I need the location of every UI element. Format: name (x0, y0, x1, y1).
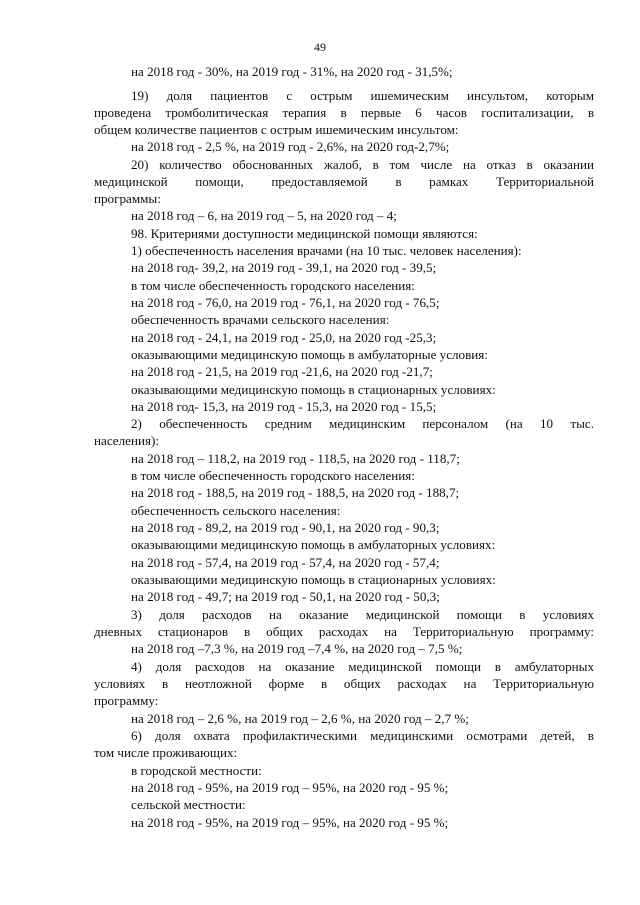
text-line: оказывающими медицинскую помощь в амбулаторных условиях: (131, 537, 496, 552)
text-line: проведена тромболитическая терапия в первые 6 часов госпитализации, в (94, 105, 594, 120)
text-line: 6) доля охвата профилактическими медицинскими осмотрами детей, в (131, 728, 594, 743)
text-line: оказывающими медицинскую помощь в амбулаторные условия: (131, 347, 488, 362)
text-line: обеспеченность сельского населения: (131, 503, 341, 518)
text-line: оказывающими медицинскую помощь в стационарных условиях: (131, 572, 496, 587)
text-line: в том числе обеспеченность городского населения: (131, 468, 415, 483)
text-line: на 2018 год - 2,5 %, на 2019 год - 2,6%, на 2020 год-2,7%; (131, 139, 450, 154)
text-line: на 2018 год - 24,1, на 2019 год - 25,0, на 2020 год -25,3; (131, 330, 437, 345)
text-line: медицинской помощи, предоставляемой в рамках Территориальной (94, 174, 594, 189)
text-line: обеспеченность врачами сельского населения: (131, 312, 390, 327)
text-line: на 2018 год - 89,2, на 2019 год - 90,1, на 2020 год - 90,3; (131, 520, 440, 535)
text-line: населения): (94, 433, 159, 448)
text-line: на 2018 год – 118,2, на 2019 год - 118,5, на 2020 год - 118,7; (131, 451, 460, 466)
text-line: оказывающими медицинскую помощь в стационарных условиях: (131, 382, 496, 397)
text-line: на 2018 год – 6, на 2019 год – 5, на 2020 год – 4; (131, 208, 397, 223)
text-line: 98. Критериями доступности медицинской помощи являются: (131, 226, 478, 241)
text-line: в том числе обеспеченность городского населения: (131, 278, 415, 293)
text-line: на 2018 год - 95%, на 2019 год – 95%, на 2020 год - 95 %; (131, 780, 449, 795)
text-line: на 2018 год - 188,5, на 2019 год - 188,5, на 2020 год - 188,7; (131, 485, 460, 500)
text-line: 3) доля расходов на оказание медицинской помощи в условиях (131, 607, 594, 622)
page-number: 49 (314, 40, 326, 54)
text-line: на 2018 год - 76,0, на 2019 год - 76,1, на 2020 год - 76,5; (131, 295, 440, 310)
text-line: программы: (94, 191, 161, 206)
text-line: дневных стационаров в общих расходах на Территориальную программу: (94, 624, 594, 639)
text-line: на 2018 год - 95%, на 2019 год – 95%, на 2020 год - 95 %; (131, 815, 449, 830)
text-line: на 2018 год - 49,7; на 2019 год - 50,1, на 2020 год - 50,3; (131, 589, 440, 604)
text-line: 20) количество обоснованных жалоб, в том числе на отказ в оказании (131, 157, 594, 172)
text-line: общем количестве пациентов с острым ишемическим инсультом: (94, 122, 459, 137)
text-line: 4) доля расходов на оказание медицинской помощи в амбулаторных (131, 659, 594, 674)
text-line: на 2018 год – 2,6 %, на 2019 год – 2,6 %, на 2020 год – 2,7 %; (131, 711, 469, 726)
text-line: на 2018 год - 57,4, на 2019 год - 57,4, на 2020 год - 57,4; (131, 555, 440, 570)
text-line: в городской местности: (131, 763, 262, 778)
text-line: на 2018 год - 30%, на 2019 год - 31%, на 2020 год - 31,5%; (131, 64, 453, 79)
text-line: том числе проживающих: (94, 745, 238, 760)
text-line: на 2018 год - 21,5, на 2019 год -21,6, на 2020 год -21,7; (131, 364, 433, 379)
text-line: на 2018 год- 15,3, на 2019 год - 15,3, на 2020 год - 15,5; (131, 399, 437, 414)
text-line: программу: (94, 693, 159, 708)
text-line: на 2018 год –7,3 %, на 2019 год –7,4 %, на 2020 год – 7,5 %; (131, 641, 463, 656)
text-line: 2) обеспеченность средним медицинским персоналом (на 10 тыс. (131, 416, 594, 431)
text-line: на 2018 год- 39,2, на 2019 год - 39,1, на 2020 год - 39,5; (131, 260, 437, 275)
text-line: 19) доля пациентов с острым ишемическим инсультом, которым (131, 88, 594, 103)
text-line: сельской местности: (131, 797, 246, 812)
text-line: условиях в неотложной форме в общих расходах на Территориальную (94, 676, 594, 691)
text-line: 1) обеспеченность населения врачами (на 10 тыс. человек населения): (131, 243, 522, 258)
